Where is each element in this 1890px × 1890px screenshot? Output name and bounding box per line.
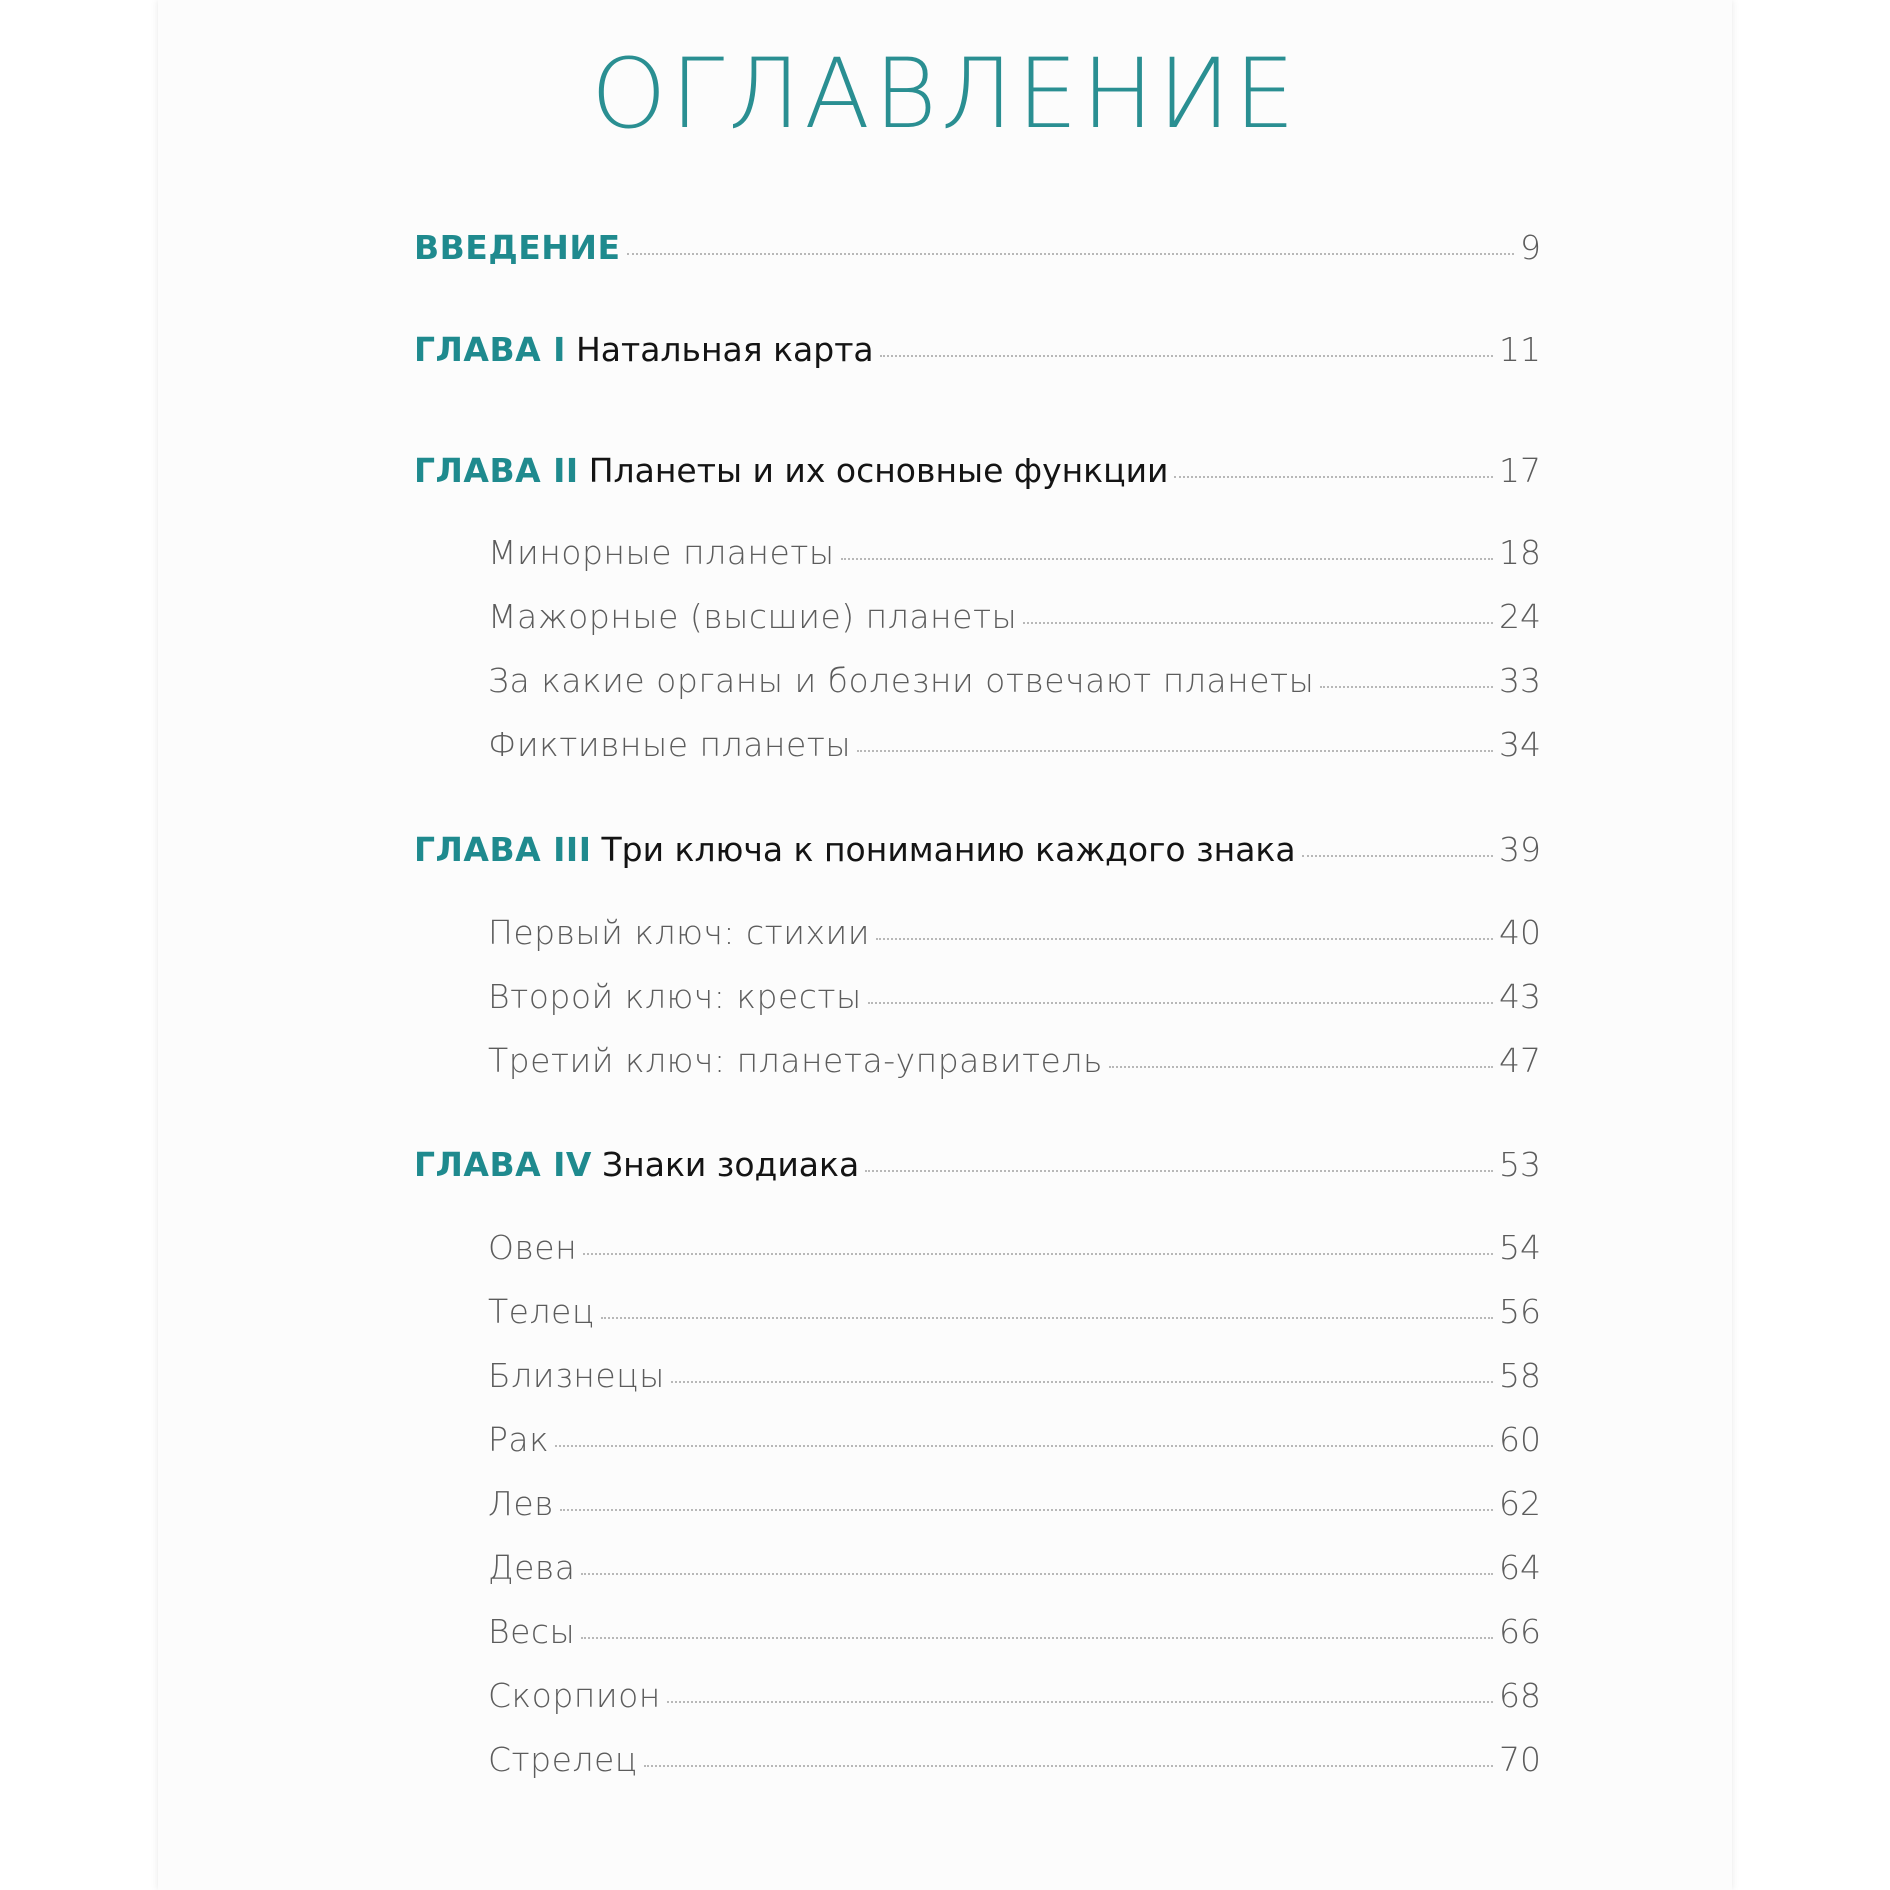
- dot-leader: [1109, 1066, 1493, 1068]
- intro-title: ВВЕДЕНИЕ: [414, 228, 621, 267]
- dot-leader: [671, 1381, 1493, 1383]
- toc-entry-section[interactable]: [488, 597, 1541, 636]
- section-title: Скорпион: [488, 1676, 661, 1715]
- section-title: Фиктивные планеты: [488, 725, 852, 764]
- toc-entry-chapter-4[interactable]: [414, 1145, 1541, 1184]
- dot-leader: [1023, 622, 1493, 624]
- toc-entry-section[interactable]: [488, 725, 1541, 764]
- section-title: Первый ключ: стихии: [488, 913, 870, 952]
- page-number: 62: [1499, 1484, 1541, 1523]
- toc-entry-section[interactable]: [488, 1041, 1541, 1080]
- section-title: Телец: [488, 1292, 595, 1331]
- toc-entry-intro[interactable]: [414, 228, 1541, 267]
- dot-leader: [1174, 476, 1493, 478]
- page-number: 11: [1499, 330, 1541, 369]
- section-title: Дева: [488, 1548, 576, 1587]
- page-number: 40: [1499, 913, 1541, 952]
- dot-leader: [1320, 686, 1493, 688]
- section-title: Весы: [488, 1612, 576, 1651]
- chapter-label: ГЛАВА III: [414, 830, 592, 869]
- page-number: 43: [1499, 977, 1541, 1016]
- section-title: Близнецы: [488, 1356, 665, 1395]
- page-number: 39: [1499, 830, 1541, 869]
- toc-entry-section[interactable]: [488, 1420, 1541, 1459]
- page-number: 64: [1499, 1548, 1541, 1587]
- dot-leader: [581, 1637, 1493, 1639]
- toc-entry-chapter-1[interactable]: [414, 330, 1541, 369]
- chapter-label: ГЛАВА II: [414, 451, 579, 490]
- toc-entry-section[interactable]: [488, 1612, 1541, 1651]
- toc-entry-section[interactable]: [488, 1740, 1541, 1779]
- page-number: 24: [1499, 597, 1541, 636]
- page-number: 58: [1499, 1356, 1541, 1395]
- page-number: 53: [1499, 1145, 1541, 1184]
- section-title: За какие органы и болезни отвечают планеты: [488, 661, 1315, 700]
- dot-leader: [583, 1253, 1493, 1255]
- chapter-title: Планеты и их основные функции: [588, 451, 1169, 490]
- toc-entry-section[interactable]: [488, 1228, 1541, 1267]
- page-number: 47: [1499, 1041, 1541, 1080]
- chapter-label: ГЛАВА I: [414, 330, 566, 369]
- page-number: 54: [1499, 1228, 1541, 1267]
- toc-entry-section[interactable]: [488, 913, 1541, 952]
- chapter-label: ГЛАВА IV: [414, 1145, 592, 1184]
- page-number: 34: [1499, 725, 1541, 764]
- section-title: Третий ключ: планета-управитель: [488, 1041, 1103, 1080]
- toc-entry-chapter-3[interactable]: [414, 830, 1541, 869]
- toc-entry-section[interactable]: [488, 1292, 1541, 1331]
- chapter-title: Знаки зодиака: [601, 1145, 860, 1184]
- section-title: Овен: [488, 1228, 578, 1267]
- dot-leader: [857, 750, 1493, 752]
- dot-leader: [868, 1002, 1493, 1004]
- page-number: 18: [1499, 533, 1541, 572]
- dot-leader: [880, 355, 1493, 357]
- page-title-text: ОГЛАВЛЕНИЕ: [591, 38, 1299, 150]
- dot-leader: [627, 253, 1514, 255]
- section-title: Минорные планеты: [488, 533, 835, 572]
- dot-leader: [555, 1445, 1493, 1447]
- toc-entry-section[interactable]: [488, 1356, 1541, 1395]
- toc-entry-section[interactable]: [488, 533, 1541, 572]
- page-number: 70: [1499, 1740, 1541, 1779]
- dot-leader: [644, 1765, 1493, 1767]
- chapter-title: Натальная карта: [575, 330, 874, 369]
- page-number: 33: [1499, 661, 1541, 700]
- table-of-contents: [158, 0, 1732, 1890]
- dot-leader: [601, 1317, 1493, 1319]
- dot-leader: [841, 558, 1493, 560]
- toc-entry-section[interactable]: [488, 1548, 1541, 1587]
- dot-leader: [865, 1170, 1493, 1172]
- toc-entry-chapter-2[interactable]: [414, 451, 1541, 490]
- dot-leader: [560, 1509, 1493, 1511]
- toc-entry-section[interactable]: [488, 977, 1541, 1016]
- page-number: 60: [1499, 1420, 1541, 1459]
- page-number: 68: [1499, 1676, 1541, 1715]
- toc-entry-section[interactable]: [488, 661, 1541, 700]
- book-page: [158, 0, 1732, 1890]
- toc-entry-section[interactable]: [488, 1676, 1541, 1715]
- dot-leader: [581, 1573, 1493, 1575]
- section-title: Мажорные (высшие) планеты: [488, 597, 1018, 636]
- section-title: Рак: [488, 1420, 550, 1459]
- section-title: Стрелец: [488, 1740, 638, 1779]
- page-number: 66: [1499, 1612, 1541, 1651]
- chapter-title: Три ключа к пониманию каждого знака: [601, 830, 1296, 869]
- page-number: 56: [1499, 1292, 1541, 1331]
- page-number: 17: [1499, 451, 1541, 490]
- dot-leader: [1302, 855, 1493, 857]
- section-title: Второй ключ: кресты: [488, 977, 862, 1016]
- dot-leader: [667, 1701, 1493, 1703]
- dot-leader: [876, 938, 1493, 940]
- section-title: Лев: [488, 1484, 554, 1523]
- toc-entry-section[interactable]: [488, 1484, 1541, 1523]
- page-number: 9: [1520, 228, 1541, 267]
